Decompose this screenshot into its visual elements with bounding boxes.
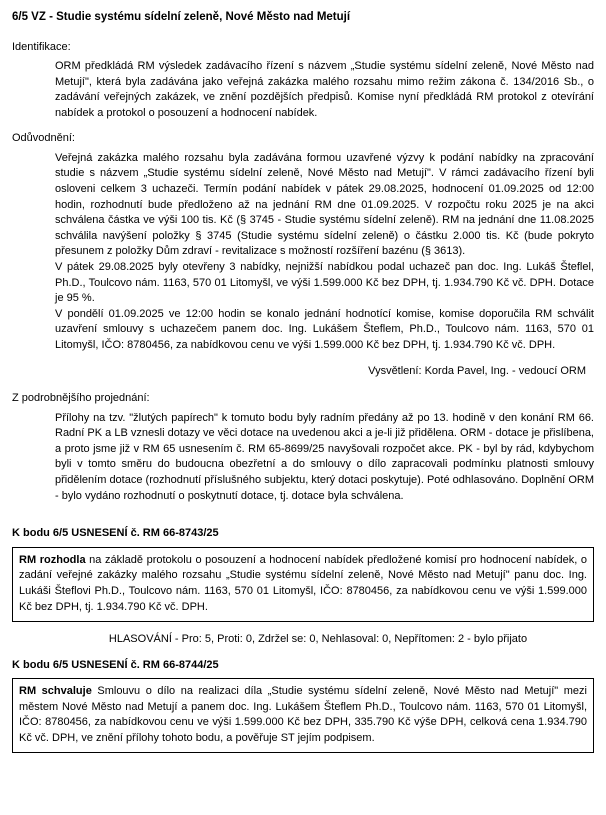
resolution-text-2 [19, 684, 587, 746]
resolution-body-2: Smlouvu o dílo na realizaci díla „Studie systému sídelní zeleně, Nové Město nad Metují" mezi městem Nové Město nad Metují a panem doc. Ing. Lukášem Šteflem Ph.D., Toulcovo nám. 1163, 570 01 Litomyšl, IČO: 8780456, za nabídkovou cenu ve výši 1.599.000 Kč bez DPH, 335.790 Kč výše DPH, celková cena 1.934.790 Kč vč. DPH, ve znění přílohy tohoto bodu, a pověřuje ST jejím podpisem. [19, 684, 587, 744]
details-label: Z podrobnějšího projednání: [12, 392, 150, 405]
explanation-line: Vysvětlení: Korda Pavel, Ing. - vedoucí ORM [368, 364, 586, 377]
identification-paragraph: ORM předkládá RM výsledek zadávacího řízení s názvem „Studie systému sídelní zeleně, Nové Město nad Metují", která byla zadávána jako veřejná zakázka malého rozsahu mimo režim zákona č. 134/2016 Sb., o zadávání veřejných zakázek, ve znění pozdějších předpisů. Komise nyní předkládá RM protokol z otevírání nabídek a protokol o posouzení a hodnocení nabídek. [55, 59, 594, 119]
resolution-box-2 [12, 678, 594, 753]
justification-paragraph-1: Veřejná zakázka malého rozsahu byla zadávána formou uzavřené výzvy k podání nabídky na zpracování studie s názvem „Studie systému sídelní zeleně, Nové Město nad Metují". V rámci zadávacího řízení byli osloveni celkem 3 uchazeči. Termín podání nabídek v pátek 29.08.2025, hodnocení 01.09.2025 od 12:00 hodin, rozhodnutí bude předloženo až na jednání RM dne 01.09.2025. V rozpočtu roku 2025 je na akci schválena částka ve výši 100 tis. Kč (§ 3745 - Studie systému sídelní zeleně). RM na jednání dne 11.08.2025 schválila navýšení položky § 3745 (Studie systému sídelní zeleně) o částku 2.000 tis. Kč (bude pokryto přesunem z položky Dům zdraví - revitalizace s možností rozšíření bazénu (§ 3613). [55, 151, 594, 258]
page-title: 6/5 VZ - Studie systému sídelní zeleně, Nové Město nad Metují [12, 11, 351, 23]
resolution-text-1 [19, 553, 587, 615]
vote-line-1: HLASOVÁNÍ - Pro: 5, Proti: 0, Zdržel se: 0, Nehlasoval: 0, Nepřítomen: 2 - bylo přijato [108, 633, 528, 646]
justification-paragraph-3: V pondělí 01.09.2025 ve 12:00 hodin se konalo jednání hodnotící komise, komise doporučila RM schválit uzavření smlouvy s uchazečem panem doc. Ing. Lukášem Šteflem, Ph.D., Toulcovo nám. 1163, 570 01 Litomyšl, IČO: 8780456, za nabídkovou cenu ve výši 1.599.000 Kč bez DPH, tj. 1.934.790 Kč vč. DPH. [55, 307, 594, 352]
identification-label: Identifikace: [12, 40, 71, 53]
resolution-heading-2: K bodu 6/5 USNESENÍ č. RM 66-8744/25 [12, 658, 219, 671]
resolution-box-1 [12, 547, 594, 622]
resolution-body-1: na základě protokolu o posouzení a hodnocení nabídek předložené komisí pro hodnocení nabídek, o zadání veřejné zakázky malého rozsahu „Studie systému sídelní zeleně, Nové Město nad Metují" panu doc. Ing. Lukáši Šteflovi Ph.D., Toulcovo nám. 1163, 570 01 Litomyšl, IČO: 8780456, za nabídkovou cenu ve výši 1.599.000 Kč bez DPH, tj. 1.934.790 Kč vč. DPH. [19, 553, 587, 613]
justification-label: Odůvodnění: [12, 132, 75, 145]
resolution-lead-1: RM rozhodla [19, 553, 86, 566]
justification-paragraph-2: V pátek 29.08.2025 byly otevřeny 3 nabídky, nejnižší nabídkou podal uchazeč pan doc. Ing. Lukáš Šteflel, Ph.D., Toulcovo nám. 1163, 570 01 Litomyšl, ve výši 1.599.000 Kč bez DPH, tj. 1.934.790 Kč vč. DPH. Dotace je 95 %. [55, 261, 594, 305]
resolution-heading-1: K bodu 6/5 USNESENÍ č. RM 66-8743/25 [12, 527, 219, 540]
details-paragraph: Přílohy na tzv. "žlutých papírech" k tomuto bodu byly radním předány až po 13. hodině v den konání RM 66. Radní PK a LB vznesli dotazy ve věci dotace na uvedenou akci a je-li již přidělena. ORM - dotace je přislíbena, a proto jsme již v RM 65 usnesením č. RM 65-8699/25 navyšovali rozpočet akce. PK - byl by rád, kdybychom byli v tomto směru do budoucna obezřetní a do smlouvy o dílo zapracovali podmínku platnosti smlouvy přidělením dotace (rozhodnutí příslušného subjektu, který dotaci poskytuje). Poté odhlasováno. Doplnění ORM - bylo vydáno rozhodnutí o poskytnutí dotace, tj. dotace byla schválena. [55, 411, 594, 502]
spacer [12, 514, 594, 520]
resolution-lead-2: RM schvaluje [19, 684, 92, 697]
